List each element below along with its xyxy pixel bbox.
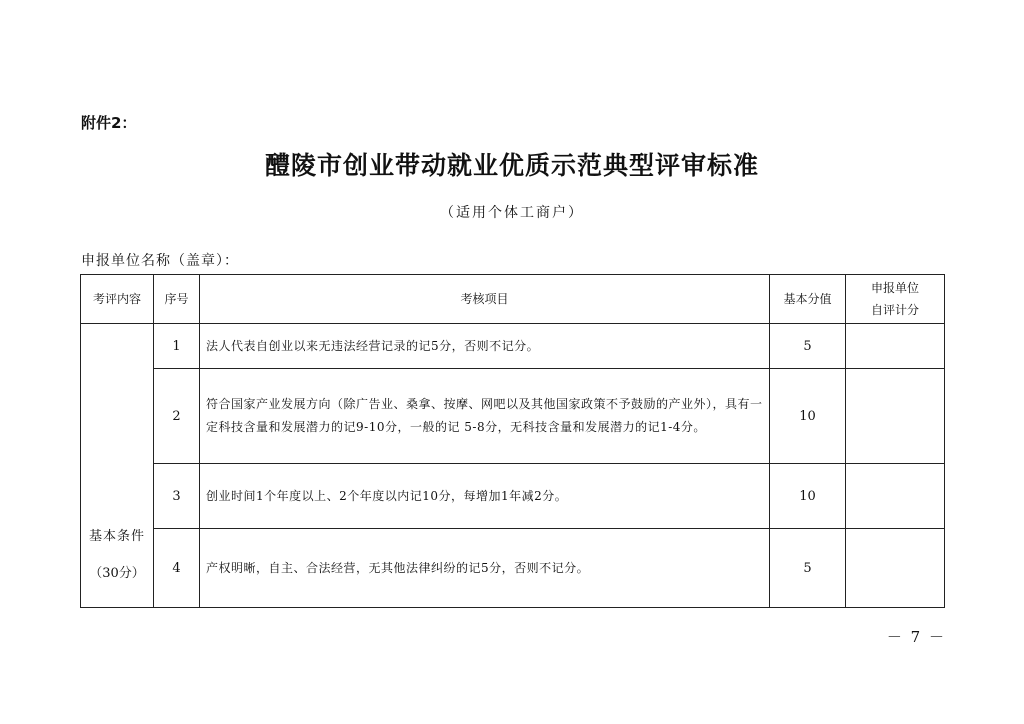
- header-self-evaluation-line2: 自评计分: [870, 303, 919, 317]
- attachment-label: 附件2：: [81, 114, 137, 132]
- category-name: 基本条件: [88, 529, 145, 544]
- row-self-score: [846, 464, 945, 529]
- row-self-score: [846, 324, 945, 369]
- document-subtitle: （适用个体工商户）: [440, 205, 584, 221]
- category-points: （30分）: [89, 566, 145, 581]
- row-self-score: [846, 529, 945, 608]
- row-item: 产权明晰，自主、合法经营，无其他法律纠纷的记5分，否则不记分。: [200, 529, 770, 608]
- row-number: 3: [154, 464, 200, 529]
- applicant-unit-label: 申报单位名称（盖章）：: [81, 253, 239, 269]
- header-number: 序号: [154, 275, 200, 324]
- header-self-evaluation: [846, 275, 945, 324]
- category-cell: [81, 324, 154, 608]
- header-score: 基本分值: [770, 275, 846, 324]
- row-score: 10: [770, 369, 846, 464]
- table-row: [81, 324, 945, 369]
- row-score: 5: [770, 324, 846, 369]
- row-score: 5: [770, 529, 846, 608]
- row-score: 10: [770, 464, 846, 529]
- row-item: 符合国家产业发展方向（除广告业、桑拿、按摩、网吧以及其他国家政策不予鼓励的产业外），具有一定科技含量和发展潜力的记9-10分，一般的记 5-8分，无科技含量和发展潜力的记1-4分。: [200, 369, 770, 464]
- row-item: 法人代表自创业以来无违法经营记录的记5分，否则不记分。: [200, 324, 770, 369]
- header-category: 考评内容: [81, 275, 154, 324]
- table-row: [81, 464, 945, 529]
- table-row: [81, 369, 945, 464]
- row-self-score: [846, 369, 945, 464]
- header-item: 考核项目: [200, 275, 770, 324]
- row-number: 1: [154, 324, 200, 369]
- row-item: 创业时间1个年度以上、2个年度以内记10分，每增加1年减2分。: [200, 464, 770, 529]
- table-row: [81, 529, 945, 608]
- row-number: 4: [154, 529, 200, 608]
- evaluation-criteria-table: [80, 274, 945, 608]
- table-header-row: [81, 275, 945, 324]
- row-number: 2: [154, 369, 200, 464]
- document-title: 醴陵市创业带动就业优质示范典型评审标准: [264, 151, 759, 180]
- header-self-evaluation-line1: 申报单位: [870, 281, 919, 295]
- page-number: － 7 －: [886, 628, 946, 646]
